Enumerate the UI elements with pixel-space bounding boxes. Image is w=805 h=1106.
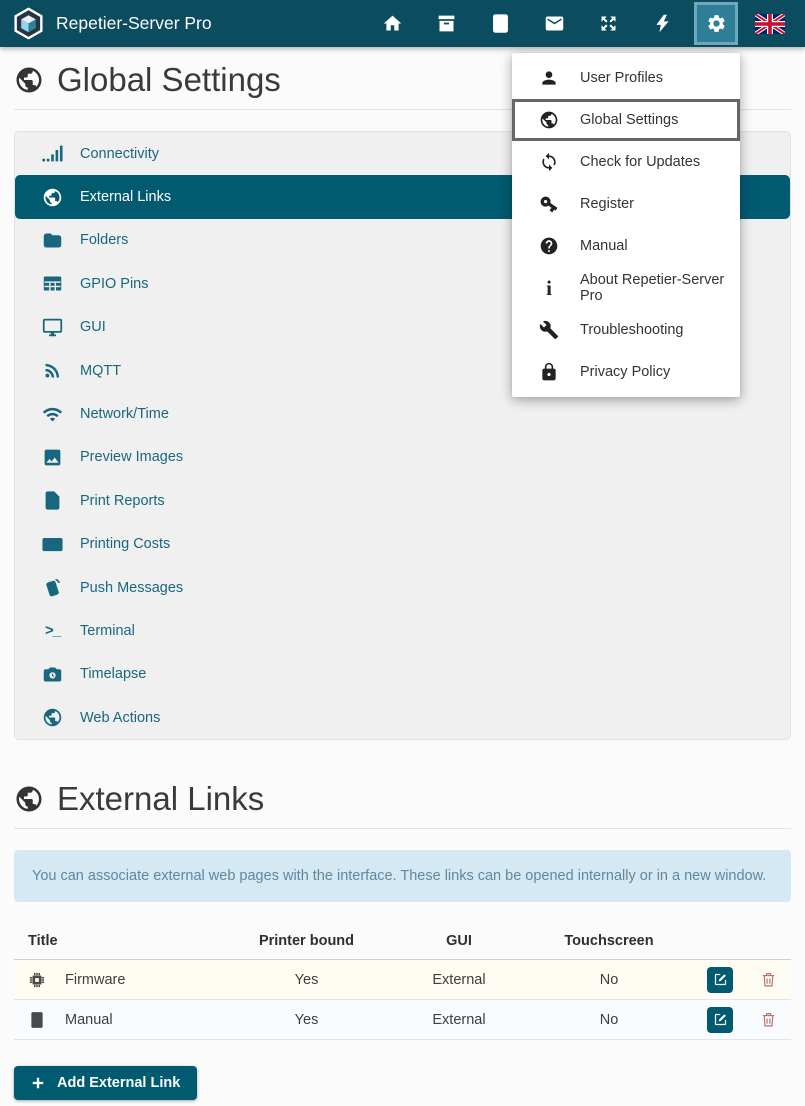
gui-value: External <box>432 971 486 988</box>
top-navbar <box>0 0 805 47</box>
rss-icon <box>42 360 63 381</box>
header-gui: GUI <box>446 932 472 949</box>
edit-button[interactable] <box>707 967 733 993</box>
messages-icon[interactable] <box>527 0 581 47</box>
microchip-icon <box>28 971 46 989</box>
sidebar-item-label: GUI <box>80 319 106 336</box>
sidebar-item-terminal[interactable] <box>15 609 790 652</box>
touchscreen-value: No <box>599 971 619 988</box>
grid-icon <box>42 273 63 294</box>
external-links-table <box>14 922 791 1040</box>
sidebar-item-label: Folders <box>80 232 129 249</box>
app-logo-icon <box>12 7 45 40</box>
info-icon: i <box>546 276 552 300</box>
link-title: Firmware <box>65 971 126 988</box>
gui-value: External <box>432 1011 486 1028</box>
power-icon[interactable] <box>635 0 689 47</box>
book-icon <box>28 1011 46 1029</box>
header-touchscreen: Touchscreen <box>564 932 654 949</box>
divider <box>14 828 791 829</box>
menu-item-register[interactable] <box>512 183 740 225</box>
menu-item-troubleshooting[interactable] <box>512 309 740 351</box>
plus-icon <box>31 1076 45 1090</box>
sidebar-item-label: MQTT <box>80 362 122 379</box>
add-external-link-label: Add External Link <box>57 1075 181 1092</box>
sidebar-item-label: Timelapse <box>80 666 147 683</box>
table-row-manual <box>14 1000 791 1040</box>
touchscreen-value: No <box>599 1011 619 1028</box>
lock-icon <box>539 362 559 382</box>
header-printer-bound: Printer bound <box>258 932 355 949</box>
sidebar-item-print-reports[interactable] <box>15 479 790 522</box>
menu-item-check-for-updates[interactable] <box>512 141 740 183</box>
globe-icon <box>42 187 63 208</box>
info-banner: You can associate external web pages with the interface. These links can be opened internally or in a new window. <box>14 850 791 902</box>
menu-item-privacy-policy[interactable] <box>512 351 740 393</box>
sidebar-item-label: Connectivity <box>80 145 159 162</box>
section-title-text: External Links <box>57 780 265 818</box>
menu-item-label: Privacy Policy <box>580 364 671 380</box>
sidebar-item-label: GPIO Pins <box>80 275 149 292</box>
sidebar-item-printing-costs[interactable] <box>15 523 790 566</box>
menu-item-label: User Profiles <box>580 70 663 86</box>
printer-bound-value: Yes <box>294 971 319 988</box>
camera-icon <box>42 664 63 685</box>
menu-item-global-settings[interactable] <box>512 99 740 141</box>
desktop-icon <box>42 317 63 338</box>
settings-menu <box>512 53 740 397</box>
menu-item-manual[interactable] <box>512 225 740 267</box>
sidebar-item-label: External Links <box>80 189 172 206</box>
user-icon <box>539 68 559 88</box>
sidebar-item-label: Web Actions <box>80 709 161 726</box>
add-external-link-button[interactable] <box>14 1066 197 1100</box>
globe-icon <box>42 707 63 728</box>
section-title-external-links <box>0 766 805 822</box>
terminal-icon: >_ <box>44 622 61 640</box>
header-title: Title <box>28 932 58 949</box>
table-row-firmware <box>14 960 791 1000</box>
link-title: Manual <box>65 1011 113 1028</box>
page-title-text: Global Settings <box>57 61 281 98</box>
image-icon <box>42 447 63 468</box>
language-flag-icon[interactable] <box>743 0 797 47</box>
menu-item-user-profiles[interactable] <box>512 57 740 99</box>
question-circle-icon <box>539 236 559 256</box>
sidebar-item-label: Network/Time <box>80 406 169 423</box>
signal-icon <box>42 143 63 164</box>
brand-home-link[interactable] <box>12 7 212 40</box>
menu-item-label: Troubleshooting <box>580 322 684 338</box>
printer-bound-value: Yes <box>294 1011 319 1028</box>
app-title: Repetier-Server Pro <box>56 13 212 33</box>
navbar-icons <box>365 0 797 47</box>
mobile-icon <box>42 577 63 598</box>
menu-item-label: About Repetier-Server Pro <box>580 272 725 304</box>
connections-icon[interactable] <box>581 0 635 47</box>
touchscreen-icon[interactable] <box>473 0 527 47</box>
home-icon[interactable] <box>365 0 419 47</box>
sidebar-item-label: Print Reports <box>80 492 165 509</box>
delete-trash-icon[interactable] <box>760 970 777 989</box>
settings-gear-icon[interactable] <box>694 2 738 45</box>
key-icon <box>539 194 559 214</box>
folder-icon <box>42 230 63 251</box>
globe-icon <box>14 784 44 814</box>
money-icon <box>42 534 63 555</box>
sidebar-item-label: Terminal <box>80 622 135 639</box>
edit-button[interactable] <box>707 1007 733 1033</box>
sidebar-item-label: Printing Costs <box>80 536 171 553</box>
sidebar-item-web-actions[interactable] <box>15 696 790 739</box>
menu-item-about[interactable] <box>512 267 740 309</box>
sidebar-item-preview-images[interactable] <box>15 436 790 479</box>
menu-item-label: Manual <box>580 238 628 254</box>
file-pdf-icon <box>42 490 63 511</box>
sidebar-item-timelapse[interactable] <box>15 653 790 696</box>
sidebar-item-label: Push Messages <box>80 579 184 596</box>
sidebar-item-network-time[interactable] <box>15 392 790 435</box>
menu-item-label: Check for Updates <box>580 154 701 170</box>
menu-item-label: Register <box>580 196 634 212</box>
delete-trash-icon[interactable] <box>760 1010 777 1029</box>
menu-item-label: Global Settings <box>580 112 679 128</box>
sidebar-item-label: Preview Images <box>80 449 184 466</box>
globe-icon <box>539 110 559 130</box>
globe-icon <box>14 65 44 95</box>
wifi-icon <box>42 404 63 425</box>
sync-icon <box>539 152 559 172</box>
printer-queue-icon[interactable] <box>419 0 473 47</box>
sidebar-item-push-messages[interactable] <box>15 566 790 609</box>
table-header-row <box>14 922 791 960</box>
wrench-icon <box>539 320 559 340</box>
